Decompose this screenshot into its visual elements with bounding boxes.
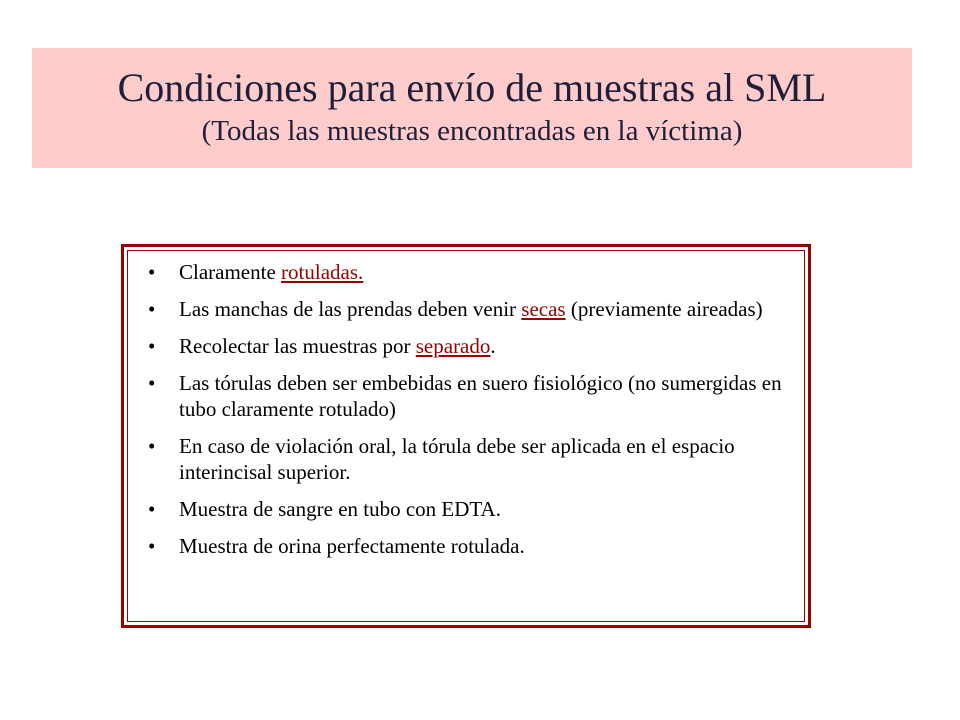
bullet-item [148,259,798,285]
bullet-text-tail: . [490,334,496,358]
bullet-marker: • [148,534,156,558]
bullet-text: Muestra de orina perfectamente rotulada. [179,534,525,558]
bullet-highlight: secas [521,297,566,321]
bullet-text: Las tórulas deben ser embebidas en suero fisiológico (no sumergidas en tubo claramente rotulado) [179,371,782,421]
bullet-list [148,259,798,570]
bullet-marker: • [148,434,156,458]
bullet-text: Claramente [179,260,282,284]
bullet-item [148,296,798,322]
bullet-marker: • [148,260,156,284]
bullet-text-tail: (previamente aireadas) [565,297,763,321]
bullet-text: Recolectar las muestras por [179,334,416,358]
bullet-marker: • [148,297,156,321]
slide-subtitle: (Todas las muestras encontradas en la víctima) [201,115,743,147]
title-banner [32,48,912,168]
bullet-text: En caso de violación oral, la tórula debe ser aplicada en el espacio interincisal superior. [179,434,735,484]
bullet-highlight: separado [415,334,491,358]
content-frame [121,244,811,628]
bullet-item [148,433,798,485]
bullet-item [148,370,798,422]
bullet-item [148,496,798,522]
slide-title: Condiciones para envío de muestras al SML [117,65,827,110]
bullet-text: Muestra de sangre en tubo con EDTA. [179,497,501,521]
bullet-marker: • [148,497,156,521]
bullet-highlight: rotuladas. [281,260,364,284]
bullet-item [148,333,798,359]
bullet-marker: • [148,371,156,395]
content-frame-inner [127,250,805,622]
bullet-marker: • [148,334,156,358]
bullet-item [148,533,798,559]
bullet-text: Las manchas de las prendas deben venir [179,297,522,321]
